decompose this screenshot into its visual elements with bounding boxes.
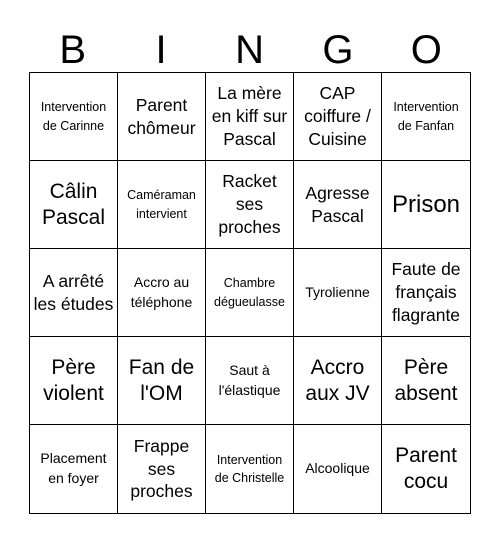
bingo-cell-r3c1[interactable]	[30, 249, 118, 337]
bingo-cell-text: CAP coiffure / Cuisine	[304, 83, 371, 149]
bingo-cell-text: Père violent	[43, 355, 104, 405]
header-letter-i: I	[155, 28, 168, 72]
bingo-cell-text: Intervention de Carinne	[40, 100, 107, 133]
bingo-cell-r4c4[interactable]	[294, 337, 382, 425]
bingo-header	[29, 26, 471, 74]
header-letter-o: O	[410, 28, 443, 72]
bingo-cell-text: Intervention de Christelle	[214, 452, 285, 485]
bingo-cell-r2c1[interactable]	[30, 161, 118, 249]
bingo-cell-r4c2[interactable]	[118, 337, 206, 425]
bingo-cell-text: Tyrolienne	[305, 283, 370, 300]
bingo-cell-text: Saut à l'élastique	[218, 361, 281, 398]
bingo-cell-r2c2[interactable]	[118, 161, 206, 249]
bingo-cell-text: Caméraman intervient	[127, 188, 196, 221]
bingo-cell-r1c3[interactable]	[206, 73, 294, 161]
bingo-cell-r1c1[interactable]	[30, 73, 118, 161]
bingo-cell-text: Faute de français flagrante	[391, 259, 461, 325]
bingo-cell-text: Câlin Pascal	[41, 179, 106, 229]
bingo-cell-text: Chambre dégueulasse	[214, 276, 285, 309]
bingo-cell-text: Prison	[391, 190, 461, 218]
bingo-cell-r1c4[interactable]	[294, 73, 382, 161]
bingo-cell-r4c3[interactable]	[206, 337, 294, 425]
bingo-cell-r2c4[interactable]	[294, 161, 382, 249]
bingo-cell-r2c5[interactable]	[382, 161, 470, 249]
bingo-cell-r3c4[interactable]	[294, 249, 382, 337]
bingo-cell-r5c5[interactable]	[382, 425, 470, 513]
bingo-cell-text: Fan de l'OM	[128, 355, 195, 405]
bingo-cell-r5c3[interactable]	[206, 425, 294, 513]
bingo-cell-text: A arrêté les études	[33, 270, 114, 314]
bingo-cell-r5c2[interactable]	[118, 425, 206, 513]
bingo-cell-text: Parent cocu	[395, 444, 457, 493]
bingo-cell-r3c2[interactable]	[118, 249, 206, 337]
bingo-cell-text: Parent chômeur	[127, 94, 196, 138]
bingo-cell-r4c5[interactable]	[382, 337, 470, 425]
bingo-board	[29, 72, 471, 514]
header-letter-n: N	[235, 28, 265, 72]
header-letter-g: G	[322, 28, 355, 72]
bingo-cell-text: Père absent	[394, 355, 458, 405]
bingo-cell-r5c4[interactable]	[294, 425, 382, 513]
bingo-cell-text: Agresse Pascal	[305, 182, 370, 226]
bingo-cell-r3c3[interactable]	[206, 249, 294, 337]
bingo-cell-text: Racket ses proches	[218, 171, 281, 237]
bingo-cell-r5c1[interactable]	[30, 425, 118, 513]
bingo-cell-text: Frappe ses proches	[130, 435, 193, 502]
header-letter-b: B	[59, 28, 88, 72]
bingo-cell-text: Intervention de Fanfan	[393, 100, 459, 133]
bingo-cell-text: Accro aux JV	[305, 355, 370, 405]
bingo-cell-text: Accro au téléphone	[130, 273, 193, 310]
bingo-cell-text: La mère en kiff sur Pascal	[211, 83, 288, 149]
bingo-cell-text: Alcoolique	[305, 460, 370, 477]
bingo-cell-r4c1[interactable]	[30, 337, 118, 425]
bingo-cell-r2c3[interactable]	[206, 161, 294, 249]
bingo-cell-r1c5[interactable]	[382, 73, 470, 161]
bingo-cell-text: Placement en foyer	[40, 450, 107, 486]
bingo-cell-r3c5[interactable]	[382, 249, 470, 337]
bingo-cell-r1c2[interactable]	[118, 73, 206, 161]
